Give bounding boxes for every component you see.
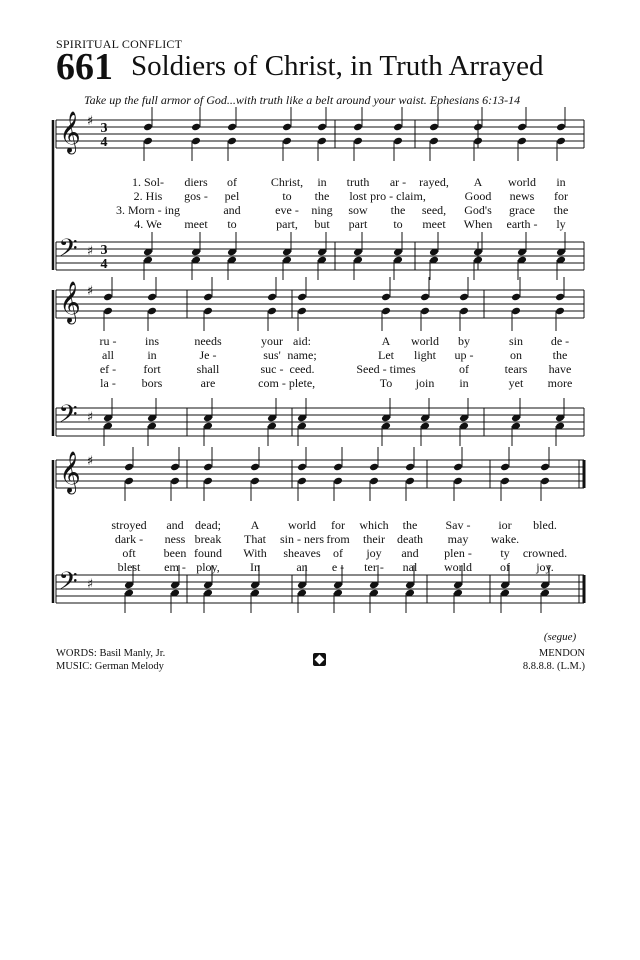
lyric-syllable: A <box>473 175 483 189</box>
lyric-syllable: pel <box>224 189 240 203</box>
lyric-syllable: ar - <box>389 175 407 189</box>
words-credit: WORDS: Basil Manly, Jr. <box>56 648 166 659</box>
lyric-syllable: Seed - times <box>356 362 416 376</box>
hymn-number: 661 <box>56 46 113 88</box>
tune-name: MENDON <box>538 648 585 659</box>
lyric-syllable: Je - <box>199 348 217 362</box>
sharp-icon: ♯ <box>86 410 94 425</box>
lyric-syllable: With <box>243 546 267 560</box>
category-label: SPIRITUAL CONFLICT <box>56 37 183 51</box>
lyric-syllable: an <box>296 560 308 574</box>
lyric-syllable: part, <box>276 217 298 231</box>
lyric-syllable: all <box>102 348 114 362</box>
lyric-syllable: part <box>348 217 368 231</box>
lyric-syllable: and <box>401 546 419 560</box>
lyric-syllable: found <box>194 546 222 560</box>
lyric-syllable: 1. Sol- <box>131 175 165 189</box>
lyric-syllable: bled. <box>533 518 557 532</box>
sharp-icon: ♯ <box>86 577 94 592</box>
lyric-syllable: of <box>333 546 343 560</box>
time-signature-top: 3 <box>100 121 108 136</box>
lyric-syllable: Let <box>378 348 394 362</box>
lyric-syllable: ter - <box>364 560 384 574</box>
lyric-syllable: ceed. <box>289 362 315 376</box>
lyric-syllable: In <box>250 560 260 574</box>
lyric-syllable: grace <box>509 203 535 217</box>
lyric-syllable: A <box>381 334 391 348</box>
lyric-syllable: gos - <box>184 189 208 203</box>
treble-clef-icon: 𝄞 <box>59 452 81 493</box>
sharp-icon: ♯ <box>86 244 94 259</box>
lyric-syllable: ploy, <box>196 560 220 574</box>
lyric-syllable: by <box>458 334 470 348</box>
lyric-syllable: 4. We <box>134 217 162 231</box>
lyric-syllable: ins <box>144 334 160 348</box>
bass-clef-icon: 𝄢 <box>58 234 78 269</box>
lyric-syllable: been <box>163 546 187 560</box>
lyric-syllable: suc - <box>260 362 284 376</box>
lyric-syllable: joy <box>366 546 382 560</box>
sharp-icon: ♯ <box>86 284 94 299</box>
lyric-syllable: their <box>363 532 385 546</box>
lyric-syllable: blest <box>117 560 141 574</box>
lyric-syllable: When <box>463 217 493 231</box>
lyric-syllable: 2. His <box>133 189 163 203</box>
lyric-syllable: to <box>393 217 403 231</box>
lyric-syllable: lost <box>349 189 367 203</box>
lyric-syllable: the <box>553 203 569 217</box>
lyric-syllable: your <box>261 334 283 348</box>
hymn-title: Soldiers of Christ, in Truth Arrayed <box>131 50 544 82</box>
lyric-syllable: for <box>331 518 345 532</box>
lyric-syllable: crowned. <box>522 546 568 560</box>
diamond-arrow-icon[interactable] <box>313 653 326 666</box>
lyric-syllable: in <box>317 175 327 189</box>
lyric-syllable: That <box>244 532 266 546</box>
lyric-syllable: To <box>379 376 393 390</box>
lyric-syllable: dark - <box>114 532 144 546</box>
lyric-syllable: world <box>508 175 536 189</box>
lyric-syllable: com - <box>258 376 286 390</box>
lyric-syllable: diers <box>184 175 208 189</box>
lyric-syllable: em - <box>164 560 186 574</box>
lyric-syllable: light <box>413 348 437 362</box>
meter: 8.8.8.8. (L.M.) <box>522 661 585 672</box>
lyric-syllable: up - <box>454 348 474 362</box>
lyric-syllable: break <box>194 532 222 546</box>
lyric-syllable: on <box>510 348 522 362</box>
lyric-syllable: meet <box>184 217 208 231</box>
lyric-syllable: 3. Morn - ing <box>116 203 180 217</box>
lyric-syllable: needs <box>194 334 222 348</box>
bass-clef-icon: 𝄢 <box>58 567 78 602</box>
scripture-epigraph: Take up the full armor of God...with truth like a belt around your waist. Ephesians 6:13-14 <box>84 93 521 107</box>
lyric-syllable: sus' <box>263 348 281 362</box>
treble-clef-icon: 𝄞 <box>59 282 81 323</box>
lyric-syllable: seed, <box>421 203 447 217</box>
lyric-syllable: which <box>359 518 389 532</box>
lyric-syllable: death <box>397 532 423 546</box>
lyric-syllable: for <box>554 189 568 203</box>
lyric-syllable: plen - <box>444 546 472 560</box>
lyric-syllable: pro - claim, <box>370 189 426 203</box>
lyric-syllable: world <box>288 518 316 532</box>
lyric-syllable: the <box>390 203 406 217</box>
lyric-syllable: news <box>509 189 535 203</box>
lyric-syllable: Good <box>464 189 492 203</box>
lyric-syllable: ning <box>311 203 333 217</box>
lyric-syllable: ness <box>164 532 186 546</box>
sharp-icon: ♯ <box>86 454 94 469</box>
lyric-syllable: more <box>547 376 573 390</box>
lyric-syllable: but <box>314 217 330 231</box>
lyric-syllable: to <box>227 217 237 231</box>
lyric-syllable: the <box>552 348 568 362</box>
lyric-syllable: Sav - <box>445 518 471 532</box>
lyric-syllable: yet <box>508 376 524 390</box>
lyric-syllable: Christ, <box>270 175 304 189</box>
lyric-syllable: of <box>227 175 237 189</box>
lyric-syllable: dead; <box>195 518 221 532</box>
sharp-icon: ♯ <box>86 114 94 129</box>
lyric-syllable: sheaves <box>283 546 321 560</box>
lyric-syllable: name; <box>287 348 317 362</box>
lyric-syllable: ru - <box>99 334 117 348</box>
lyric-syllable: join <box>415 376 435 390</box>
lyric-syllable: aid: <box>293 334 311 348</box>
lyric-syllable: wake. <box>490 532 520 546</box>
lyric-syllable: from <box>326 532 350 546</box>
lyric-syllable: ef - <box>99 362 117 376</box>
lyric-syllable: ior <box>498 518 512 532</box>
lyric-syllable: shall <box>196 362 220 376</box>
lyric-syllable: of <box>459 362 469 376</box>
credits-left <box>56 647 165 673</box>
lyric-syllable: sin <box>508 334 524 348</box>
lyric-syllable: bors <box>141 376 163 390</box>
lyric-syllable: are <box>200 376 216 390</box>
lyric-syllable: tears <box>504 362 528 376</box>
lyric-syllable: in <box>147 348 157 362</box>
lyric-syllable: truth <box>346 175 370 189</box>
lyric-syllable: of <box>500 560 510 574</box>
lyric-syllable: ly <box>556 217 566 231</box>
lyric-syllable: world <box>411 334 439 348</box>
treble-clef-icon: 𝄞 <box>59 112 81 153</box>
segue-label: (segue) <box>543 631 577 643</box>
lyric-syllable: world <box>444 560 472 574</box>
time-signature-bottom: 4 <box>100 257 108 272</box>
lyric-syllable: earth - <box>506 217 538 231</box>
lyric-syllable: in <box>556 175 566 189</box>
time-signature-top: 3 <box>100 243 108 258</box>
lyric-syllable: joy. <box>536 560 554 574</box>
music-credit: MUSIC: German Melody <box>56 661 164 672</box>
lyric-syllable: sow <box>348 203 368 217</box>
credits-right <box>523 647 585 673</box>
lyric-syllable: and <box>223 203 241 217</box>
lyric-syllable: may <box>447 532 469 546</box>
lyric-syllable: the <box>314 189 330 203</box>
lyric-syllable: in <box>459 376 469 390</box>
lyric-syllable: the <box>402 518 418 532</box>
lyric-syllable: ty <box>500 546 510 560</box>
lyric-syllable: A <box>250 518 260 532</box>
lyric-syllable: eve - <box>275 203 299 217</box>
lyric-syllable: meet <box>422 217 446 231</box>
lyric-syllable: oft <box>122 546 136 560</box>
lyric-syllable: nal <box>402 560 418 574</box>
time-signature-bottom: 4 <box>100 135 108 150</box>
lyric-syllable: plete, <box>288 376 316 390</box>
lyric-syllable: and <box>166 518 184 532</box>
lyric-syllable: rayed, <box>419 175 449 189</box>
lyric-syllable: God's <box>464 203 492 217</box>
lyric-syllable: fort <box>143 362 161 376</box>
lyric-syllable: la - <box>100 376 116 390</box>
bass-clef-icon: 𝄢 <box>58 400 78 435</box>
lyric-syllable: have <box>548 362 572 376</box>
lyric-syllable: e - <box>331 560 345 574</box>
lyric-syllable: de - <box>550 334 570 348</box>
lyric-syllable: to <box>282 189 292 203</box>
lyric-syllable: sin - ners <box>280 532 324 546</box>
lyric-syllable: stroyed <box>111 518 147 532</box>
